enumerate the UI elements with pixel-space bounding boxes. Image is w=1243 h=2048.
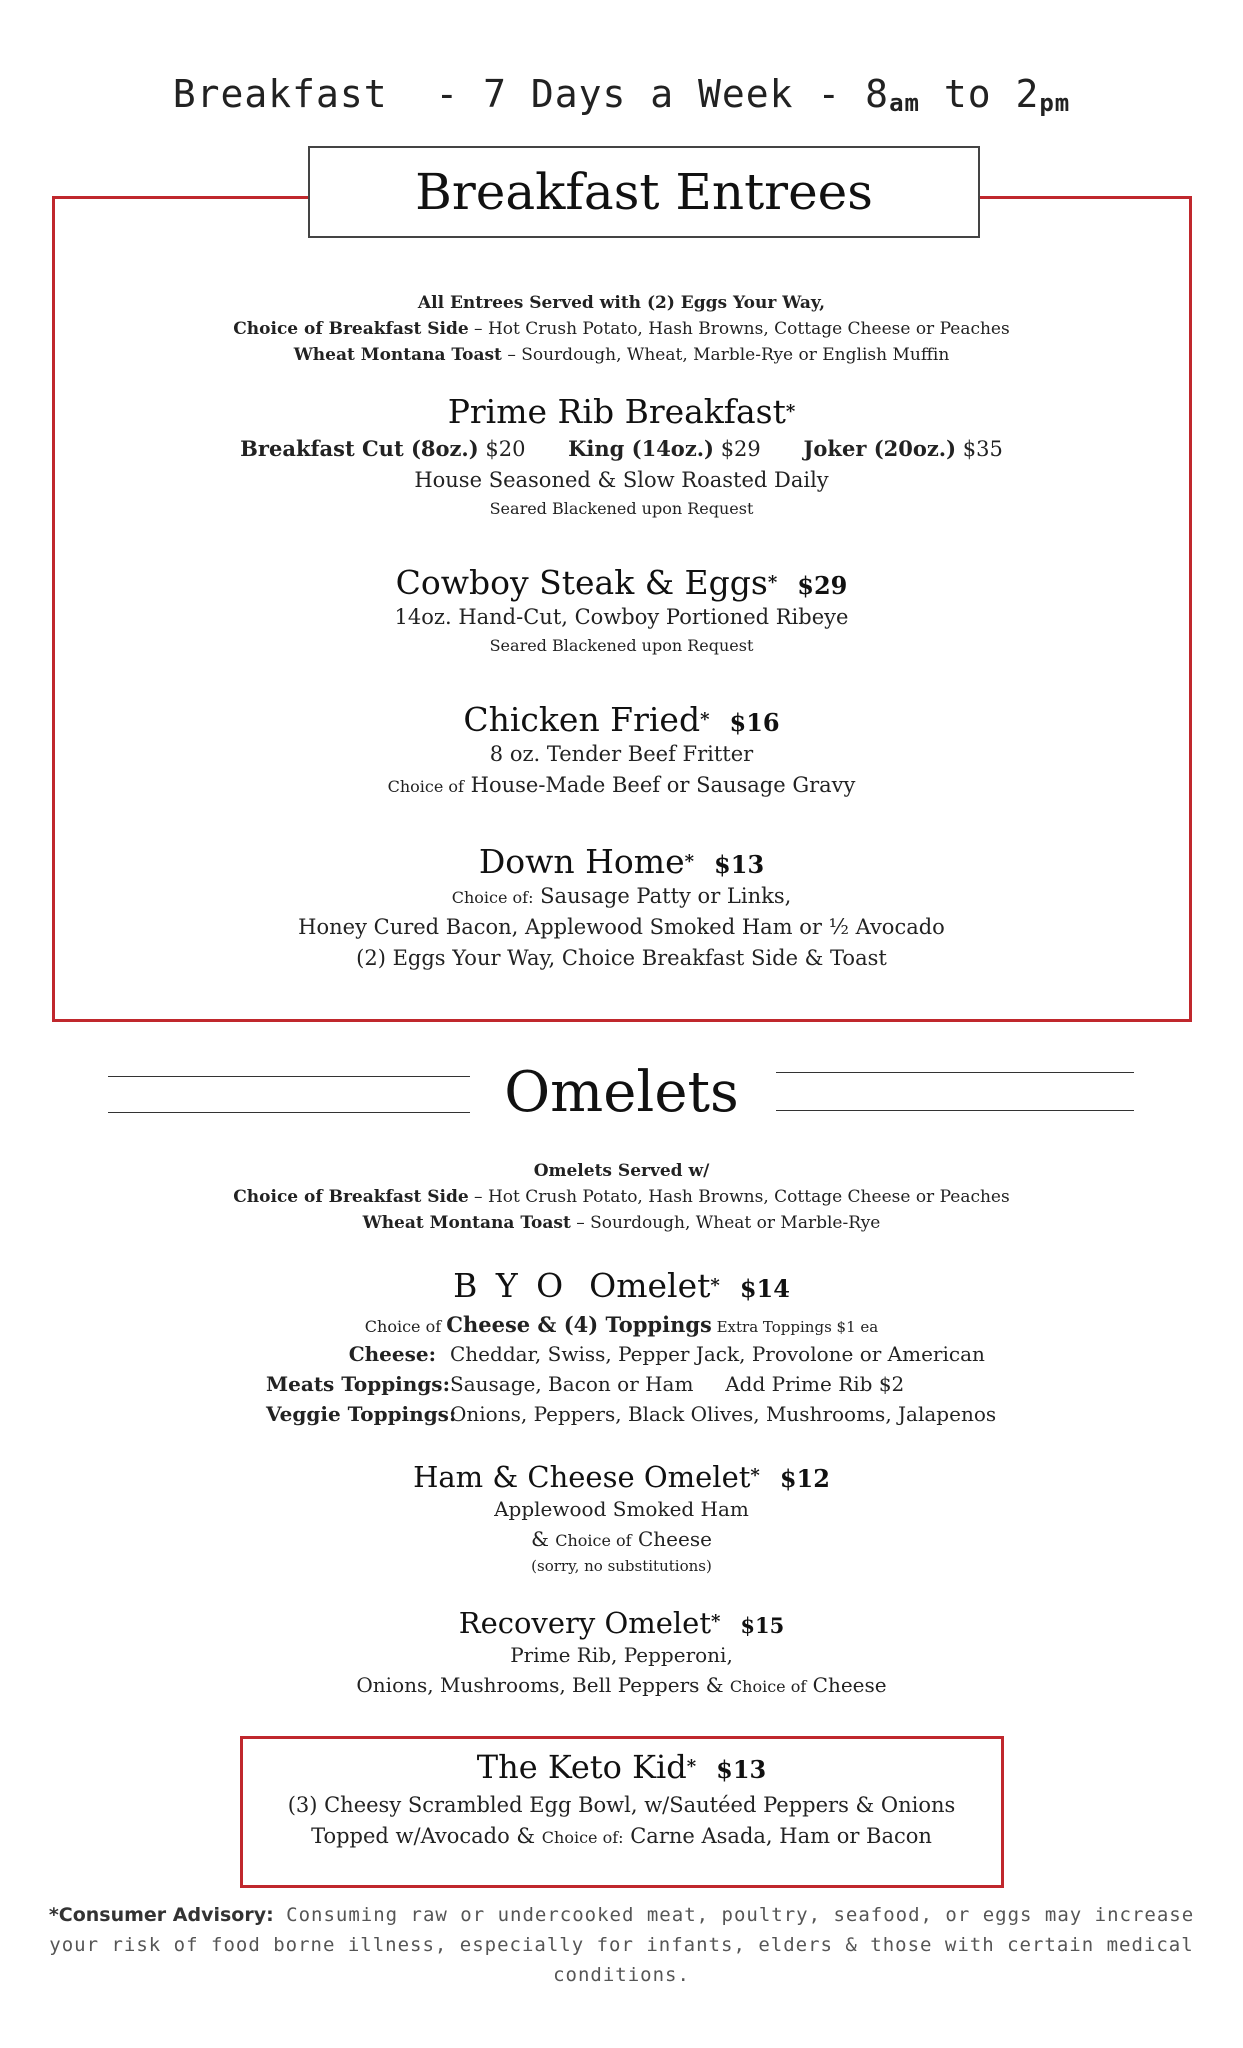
ham-cheese-star: * (750, 1465, 760, 1486)
down-home-line2: Honey Cured Bacon, Applewood Smoked Ham or ½ Avocado (298, 915, 945, 939)
ham-cheese-line1: Applewood Smoked Ham (494, 1497, 749, 1521)
omelet-toast-label: Wheat Montana Toast (362, 1213, 571, 1233)
consumer-advisory (0, 1900, 1243, 1990)
hours-pm: pm (1039, 89, 1071, 117)
keto-title (0, 1748, 1243, 1786)
byo-cheese-label: Cheese: (348, 1342, 436, 1366)
cut2-label: King (14oz.) (568, 436, 714, 461)
byo-meats-label: Meats Toppings: (266, 1372, 450, 1396)
side-value: – Hot Crush Potato, Hash Browns, Cottage Cheese or Peaches (468, 319, 1010, 339)
prime-rib-item (0, 392, 1243, 522)
side-label: Choice of Breakfast Side (233, 319, 469, 339)
toast-value: – Sourdough, Wheat, Marble-Rye or English Muffin (501, 345, 950, 365)
cowboy-note: Seared Blackened upon Request (489, 636, 754, 655)
chicken-fried-item (0, 700, 1243, 801)
advisory-text1: Consuming raw or undercooked meat, poultry, seafood, or eggs may increase (273, 1904, 1195, 1926)
keto-line2-b: Carne Asada, Ham or Bacon (623, 1824, 932, 1848)
cowboy-desc: 14oz. Hand-Cut, Cowboy Portioned Ribeye (394, 605, 849, 629)
cut2-price: $29 (720, 437, 761, 461)
cut1-price: $20 (485, 437, 526, 461)
ham-cheese-item (0, 1460, 1243, 1578)
omelets-intro-toast (0, 1210, 1243, 1236)
entrees-intro (0, 290, 1243, 368)
keto-star: * (686, 1756, 697, 1777)
chicken-fried-desc: 8 oz. Tender Beef Fritter (489, 742, 754, 766)
cowboy-name: Cowboy Steak & Eggs (395, 563, 768, 602)
hours-to: to 2 (919, 72, 1040, 116)
keto-line1: (3) Cheesy Scrambled Egg Bowl, w/Sautéed Peppers & Onions (287, 1793, 956, 1817)
cowboy-title (0, 563, 1243, 602)
advisory-line2: your risk of food borne illness, especially for infants, elders & those with certain medical conditions. (49, 1934, 1194, 1986)
advisory-line1 (0, 1900, 1243, 1930)
keto-name: The Keto Kid (476, 1748, 687, 1786)
keto-price: $13 (716, 1755, 767, 1784)
cowboy-price: $29 (797, 571, 848, 600)
keto-item (0, 1748, 1243, 1852)
ham-cheese-note: (sorry, no substitutions) (531, 1557, 712, 1575)
omelets-title: Omelets (504, 1060, 739, 1125)
down-home-choice (0, 881, 1243, 912)
chicken-fried-price: $16 (729, 708, 780, 737)
ham-cheese-line2-a: & (531, 1527, 556, 1551)
prime-rib-cuts (0, 433, 1243, 465)
byo-meats-value: Sausage, Bacon or Ham Add Prime Rib $2 (450, 1372, 905, 1396)
ham-cheese-choice: Choice of (555, 1531, 632, 1550)
byo-choice-label: Choice of (364, 1317, 447, 1336)
byo-choice-value: Cheese & (4) Toppings (446, 1312, 712, 1337)
cowboy-item (0, 563, 1243, 659)
recovery-item (0, 1606, 1243, 1700)
down-home-star: * (684, 851, 695, 872)
byo-choice (0, 1309, 1243, 1343)
ham-cheese-price: $12 (779, 1464, 830, 1493)
entrees-intro-toast (0, 342, 1243, 368)
omelets-intro-line1: Omelets Served w/ (533, 1161, 710, 1181)
byo-cheese-value: Cheddar, Swiss, Pepper Jack, Provolone or American (450, 1342, 985, 1366)
byo-veggie-label: Veggie Toppings: (266, 1402, 457, 1426)
byo-name-a: B Y O (453, 1266, 568, 1305)
prime-rib-name: Prime Rib Breakfast (447, 392, 786, 431)
cut3-price: $35 (962, 437, 1003, 461)
prime-rib-desc: House Seasoned & Slow Roasted Daily (414, 468, 829, 492)
omelet-side-value: – Hot Crush Potato, Hash Browns, Cottage Cheese or Peaches (468, 1187, 1010, 1207)
down-home-title (0, 842, 1243, 881)
recovery-star: * (710, 1611, 721, 1632)
byo-star: * (710, 1275, 720, 1296)
omelets-intro-side (0, 1184, 1243, 1210)
recovery-title (0, 1606, 1243, 1640)
cut3-label: Joker (20oz.) (803, 436, 957, 461)
keto-line2 (0, 1821, 1243, 1852)
chicken-fried-choice-label: Choice of (387, 777, 464, 796)
down-home-price: $13 (714, 850, 765, 879)
chicken-fried-name: Chicken Fried (463, 700, 701, 739)
entrees-title: Breakfast Entrees (308, 146, 980, 238)
prime-rib-star: * (785, 401, 796, 422)
entrees-intro-line1: All Entrees Served with (2) Eggs Your Way, (417, 293, 826, 313)
byo-price: $14 (739, 1274, 790, 1303)
down-home-choice-value: Sausage Patty or Links, (533, 884, 792, 908)
chicken-fried-title (0, 700, 1243, 739)
down-home-line3: (2) Eggs Your Way, Choice Breakfast Side & Toast (356, 946, 887, 970)
hours-prefix: Breakfast - 7 Days a Week - 8 (172, 72, 890, 116)
omelets-intro (0, 1158, 1243, 1236)
recovery-name: Recovery Omelet (458, 1606, 711, 1640)
byo-name-b: Omelet (589, 1266, 711, 1305)
cut1-label: Breakfast Cut (8oz.) (240, 436, 479, 461)
byo-title (0, 1266, 1243, 1305)
advisory-lead: *Consumer Advisory: (48, 1904, 274, 1926)
byo-omelet-item (0, 1266, 1243, 1343)
hours-line (0, 72, 1243, 117)
omelet-side-label: Choice of Breakfast Side (233, 1187, 469, 1207)
down-home-item (0, 842, 1243, 974)
ham-cheese-name: Ham & Cheese Omelet (413, 1460, 751, 1494)
recovery-price: $15 (740, 1613, 785, 1638)
down-home-choice-label: Choice of: (451, 888, 534, 907)
toast-label: Wheat Montana Toast (293, 345, 502, 365)
prime-rib-note: Seared Blackened upon Request (489, 499, 754, 518)
keto-line2-a: Topped w/Avocado & (311, 1824, 542, 1848)
recovery-choice: Choice of (729, 1677, 807, 1696)
chicken-fried-choice (0, 770, 1243, 801)
ham-cheese-line2-b: Cheese (631, 1527, 712, 1551)
recovery-line1: Prime Rib, Pepperoni, (510, 1643, 733, 1667)
entrees-intro-side (0, 316, 1243, 342)
recovery-line2-b: Cheese (806, 1673, 887, 1697)
chicken-fried-star: * (700, 709, 710, 730)
down-home-name: Down Home (478, 842, 685, 881)
recovery-line2 (0, 1670, 1243, 1700)
byo-veggie-value: Onions, Peppers, Black Olives, Mushrooms, Jalapenos (450, 1402, 997, 1426)
byo-extra: Extra Toppings $1 ea (711, 1318, 879, 1336)
cowboy-star: * (767, 572, 778, 593)
chicken-fried-choice-value: House-Made Beef or Sausage Gravy (463, 773, 856, 797)
prime-rib-title (0, 392, 1243, 431)
keto-choice: Choice of: (541, 1828, 624, 1847)
omelet-toast-value: – Sourdough, Wheat or Marble-Rye (570, 1213, 881, 1233)
ham-cheese-title (0, 1460, 1243, 1494)
hours-am: am (889, 89, 920, 117)
recovery-line2-a: Onions, Mushrooms, Bell Peppers & (356, 1673, 730, 1697)
ham-cheese-line2 (0, 1524, 1243, 1554)
